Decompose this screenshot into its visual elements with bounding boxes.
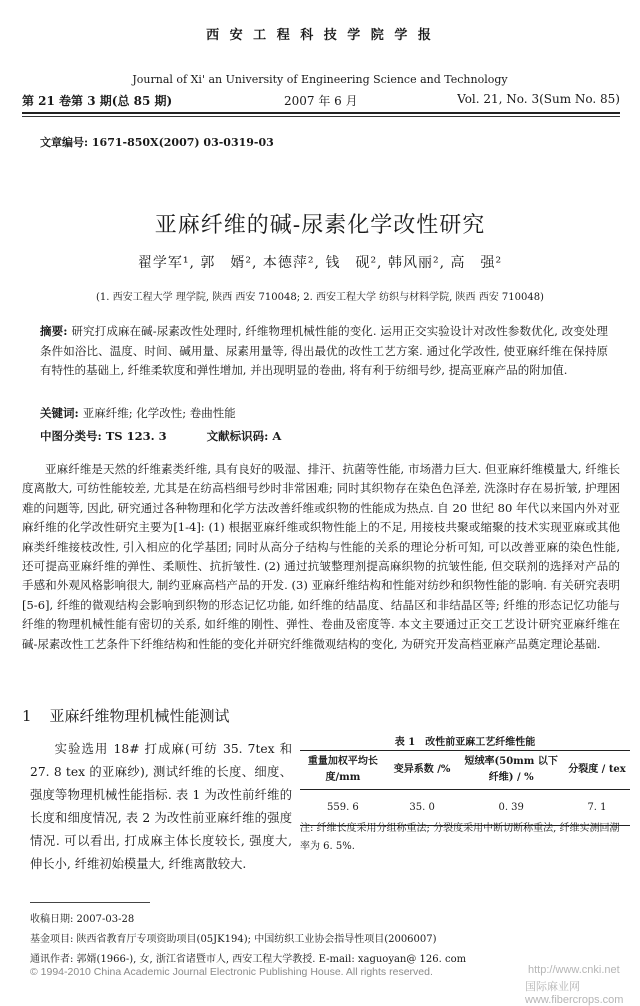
abstract-text: 研究打成麻在碱-尿素改性处理时, 纤维物理机械性能的变化. 运用正交实验设计对改性参数优化, 改变处理条件如浴比、温度、时间、碱用量、尿素用量等, 得出最优的改性工艺方案. 通过化学改性, 使亚麻纤维在保持原有特性的基础上, 纤维柔软度和弹性增加, 并出现明显的卷曲, 将有利于纺细号纱, 提高亚麻产品的附加值.: [40, 324, 608, 377]
table-header-cell: 变异系数 /%: [386, 751, 459, 790]
table-note: 注: 纤维长度采用分组称重法; 分裂度采用中断切断称重法, 纤维实测回潮率为 6. 5%.: [300, 823, 620, 852]
section-heading: [22, 705, 230, 726]
classification: [40, 428, 281, 444]
header-rule-bottom: [22, 116, 620, 117]
footnote-received: 收稿日期: 2007-03-28: [30, 914, 135, 925]
journal-title-en: Journal of Xi' an University of Engineering Science and Technology: [132, 73, 508, 86]
article-title: 亚麻纤维的碱-尿素化学改性研究: [154, 213, 486, 238]
table-header-row: [300, 751, 630, 790]
issue-en: Vol. 21, No. 3(Sum No. 85): [457, 92, 620, 106]
intro-paragraph: 亚麻纤维是天然的纤维素类纤维, 具有良好的吸湿、排汗、抗菌等性能, 市场潜力巨大. 但亚麻纤维模量大, 纤维长度离散大, 可纺性能较差, 尤其是在纺高档细号纱时非常困难; 同时其织物存在染色色泽差, 洗涤时存在易折皱, 护理困难的问题等, 因此, 研究通过各种物理和化学方法改善纤维或织物的性能成为热点. 自 20 世纪 80 年代以来国内外对亚麻纤维的化学改性研究主要为[1-4]: (1) 根据亚麻纤维或织物性能上的不足, 用接枝共聚或缩聚的技术实现亚麻或其他麻类纤维接枝改性, 引入相应的化学基团; 同时从高分子结构与性能的关系的理论分析可知, 可以改善亚麻的染色性能, 还可提高亚麻纤维的弹性、柔顺性、抗折皱性. (2) 通过抗皱整理剂提高麻织物的抗皱性能, 但交联剂的选择对产品的手感和外观风格影响很大, 制约亚麻高档产品的开发. (3) 亚麻纤维结构和性能对纺纱和织物性能的影响. 有关研究表明[5-6], 纤维的微观结构会影响到织物的形态记忆功能, 如纤维的结晶度、结晶区和非结晶区等; 纤维的形态记忆功能与纤维的物理机械性能有密切的关系, 如纤维的刚性、弹性、卷曲及密度等. 本文主要通过正交工艺设计研究亚麻纤维在碱-尿素改性工艺条件下纤维结构和性能的变化并研究纤维微观结构的变化, 为研究开发高档亚麻产品奠定理论基础.: [22, 462, 620, 651]
table-cell: 559. 6: [300, 790, 386, 826]
table-header-cell: 分裂度 / tex: [564, 751, 630, 790]
section-paragraph: 实验选用 18# 打成麻(可纺 35. 7tex 和 27. 8 tex 的亚麻纱), 测试纤维的长度、细度、强度等物理机械性能指标. 表 1 为改性前纤维的长度和细度情况, 表 2 为改性前亚麻纤维的强度情况. 可以看出, 打成麻主体长度较长, 强度大, 伸长小, 纤维初始模量大, 纤维离散较大.: [30, 742, 292, 871]
footnote-divider: [30, 902, 150, 903]
footnote-author: 通讯作者: 郭婿(1966-), 女, 浙江省诸暨市人, 西安工程大学教授. E-mail: xaguoyan@ 126. com: [30, 954, 467, 965]
doc-code-value: A: [272, 429, 282, 443]
affiliation: (1. 西安工程大学 理学院, 陕西 西安 710048; 2. 西安工程大学 纺织与材料学院, 陕西 西安 710048): [96, 292, 544, 303]
header-rule-top: [22, 112, 620, 114]
table-cell: 35. 0: [386, 790, 459, 826]
table-header-cell: 重量加权平均长度/mm: [300, 751, 386, 790]
keywords: [40, 405, 236, 421]
watermark-site: 国际麻业网 www.fibercrops.com: [525, 981, 624, 1006]
abstract: [40, 322, 608, 381]
journal-title-cn: 西 安 工 程 科 技 学 院 学 报: [206, 28, 434, 43]
table-header-cell: 短绒率(50mm 以下纤维) / %: [458, 751, 564, 790]
abstract-label: 摘要:: [40, 324, 72, 338]
copyright-notice: © 1994-2010 China Academic Journal Electronic Publishing House. All rights reserved.: [30, 966, 433, 978]
table-cell: 7. 1: [564, 790, 630, 826]
issue-date: 2007 年 6 月: [284, 94, 358, 108]
data-table: [300, 750, 630, 826]
table-caption: 表 1 改性前亚麻工艺纤维性能: [394, 737, 536, 748]
keywords-text: 亚麻纤维; 化学改性; 卷曲性能: [82, 406, 236, 420]
author-list: 翟学军¹, 郭 婿², 本德萍², 钱 砚², 韩风丽², 高 强²: [137, 255, 503, 271]
clc-value: TS 123. 3: [105, 429, 167, 443]
keywords-label: 关键词:: [40, 406, 83, 420]
footnote-fund: 基金项目: 陕西省教育厅专项资助项目(05JK194); 中国纺织工业协会指导性项目(2006007): [30, 934, 437, 945]
doc-code-label: 文献标识码:: [206, 429, 273, 443]
clc-label: 中图分类号:: [40, 429, 106, 443]
table-cell: 0. 39: [458, 790, 564, 826]
section-title: 亚麻纤维物理机械性能测试: [49, 707, 230, 725]
watermark-cnki: http://www.cnki.net: [528, 964, 620, 976]
section-number: 1: [22, 707, 32, 725]
issue-cn: 第 21 卷第 3 期(总 85 期): [22, 94, 173, 108]
article-number: 文章编号: 1671-850X(2007) 03-0319-03: [40, 136, 274, 149]
